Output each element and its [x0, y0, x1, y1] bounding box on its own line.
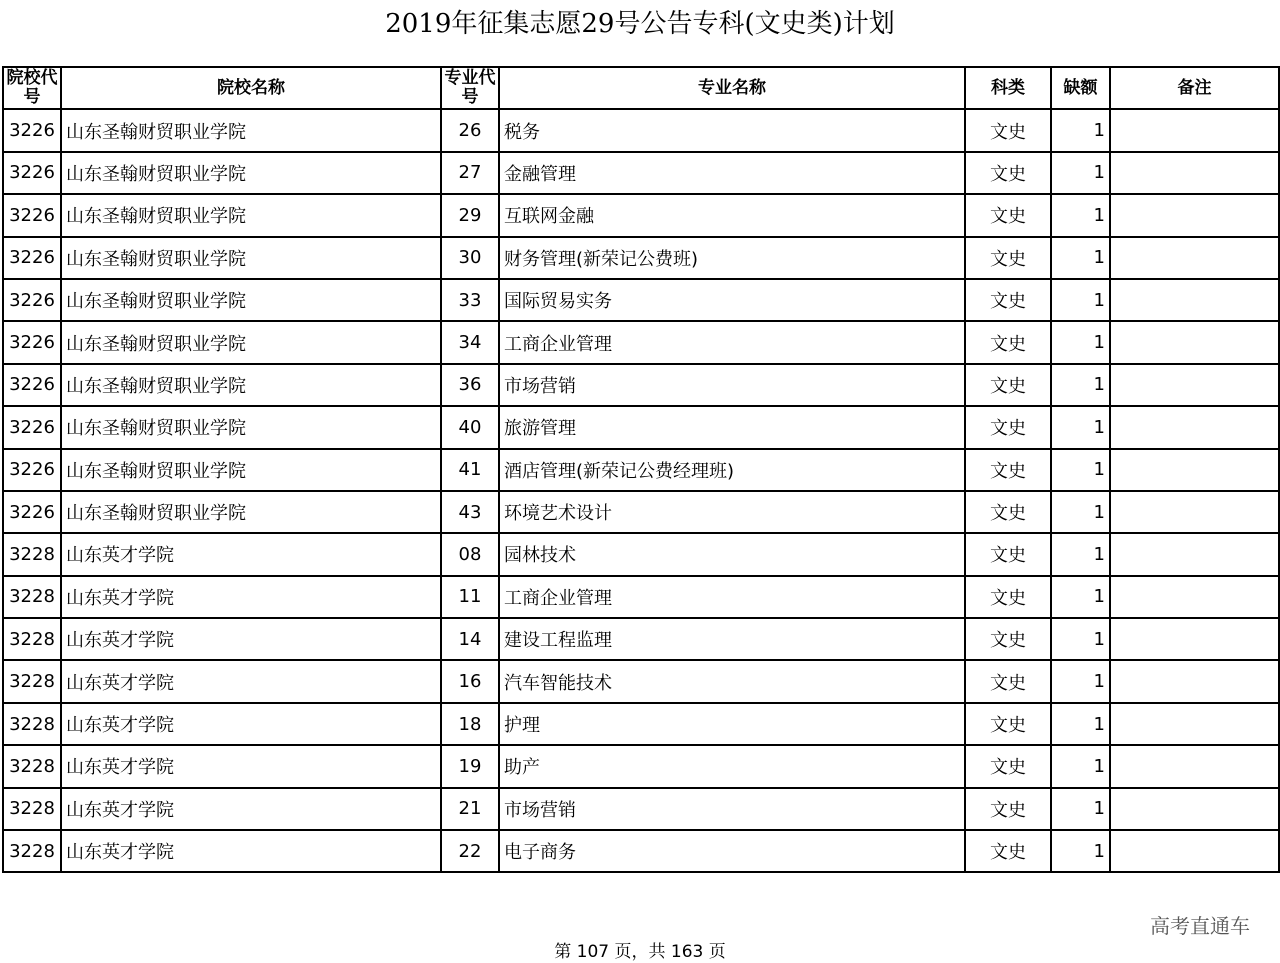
- cell-major-code: 33: [441, 279, 499, 321]
- cell-major-code: 18: [441, 703, 499, 745]
- cell-remarks: [1110, 660, 1279, 702]
- cell-major-name: 工商企业管理: [499, 321, 965, 363]
- cell-category: 文史: [965, 788, 1051, 830]
- cell-major-name: 工商企业管理: [499, 576, 965, 618]
- cell-major-name: 助产: [499, 745, 965, 787]
- cell-school-name: 山东圣翰财贸职业学院: [61, 491, 441, 533]
- cell-major-name: 金融管理: [499, 152, 965, 194]
- cell-major-name: 财务管理(新荣记公费班): [499, 237, 965, 279]
- cell-school-name: 山东圣翰财贸职业学院: [61, 237, 441, 279]
- cell-major-code: 14: [441, 618, 499, 660]
- header-category: 科类: [965, 67, 1051, 109]
- cell-remarks: [1110, 406, 1279, 448]
- cell-school-code: 3226: [3, 406, 61, 448]
- table-row: [3, 830, 1279, 872]
- cell-remarks: [1110, 491, 1279, 533]
- cell-remarks: [1110, 109, 1279, 151]
- watermark: 高考直通车: [1150, 914, 1250, 938]
- table-row: [3, 449, 1279, 491]
- cell-school-code: 3228: [3, 618, 61, 660]
- cell-remarks: [1110, 830, 1279, 872]
- cell-remarks: [1110, 152, 1279, 194]
- cell-vacancy: 1: [1051, 321, 1110, 363]
- cell-remarks: [1110, 364, 1279, 406]
- cell-vacancy: 1: [1051, 152, 1110, 194]
- cell-vacancy: 1: [1051, 237, 1110, 279]
- cell-vacancy: 1: [1051, 109, 1110, 151]
- cell-school-name: 山东英才学院: [61, 788, 441, 830]
- cell-school-code: 3228: [3, 745, 61, 787]
- cell-school-name: 山东英才学院: [61, 660, 441, 702]
- cell-remarks: [1110, 533, 1279, 575]
- header-major-code: 专业代号: [441, 67, 499, 109]
- cell-major-code: 26: [441, 109, 499, 151]
- cell-category: 文史: [965, 279, 1051, 321]
- cell-vacancy: 1: [1051, 364, 1110, 406]
- cell-school-code: 3226: [3, 321, 61, 363]
- cell-category: 文史: [965, 321, 1051, 363]
- plan-table: [2, 66, 1280, 873]
- table-header-row: [3, 67, 1279, 109]
- cell-remarks: [1110, 703, 1279, 745]
- cell-category: 文史: [965, 237, 1051, 279]
- cell-vacancy: 1: [1051, 788, 1110, 830]
- cell-school-name: 山东圣翰财贸职业学院: [61, 321, 441, 363]
- cell-vacancy: 1: [1051, 703, 1110, 745]
- cell-vacancy: 1: [1051, 491, 1110, 533]
- cell-remarks: [1110, 449, 1279, 491]
- cell-school-code: 3226: [3, 491, 61, 533]
- cell-school-name: 山东圣翰财贸职业学院: [61, 152, 441, 194]
- cell-major-code: 22: [441, 830, 499, 872]
- cell-vacancy: 1: [1051, 830, 1110, 872]
- cell-school-name: 山东圣翰财贸职业学院: [61, 364, 441, 406]
- cell-school-code: 3228: [3, 703, 61, 745]
- table-row: [3, 660, 1279, 702]
- cell-school-code: 3228: [3, 576, 61, 618]
- cell-major-code: 36: [441, 364, 499, 406]
- cell-remarks: [1110, 237, 1279, 279]
- cell-vacancy: 1: [1051, 194, 1110, 236]
- cell-school-name: 山东圣翰财贸职业学院: [61, 109, 441, 151]
- cell-remarks: [1110, 576, 1279, 618]
- header-school-code: 院校代号: [3, 67, 61, 109]
- page-footer: 第 107 页，共 163 页: [554, 942, 726, 962]
- cell-school-code: 3228: [3, 660, 61, 702]
- cell-category: 文史: [965, 576, 1051, 618]
- cell-category: 文史: [965, 660, 1051, 702]
- cell-school-name: 山东英才学院: [61, 618, 441, 660]
- cell-remarks: [1110, 745, 1279, 787]
- cell-major-code: 43: [441, 491, 499, 533]
- page-title: 2019年征集志愿29号公告专科(文史类)计划: [385, 9, 895, 39]
- cell-vacancy: 1: [1051, 279, 1110, 321]
- cell-major-code: 30: [441, 237, 499, 279]
- cell-vacancy: 1: [1051, 745, 1110, 787]
- cell-remarks: [1110, 618, 1279, 660]
- cell-school-name: 山东英才学院: [61, 576, 441, 618]
- cell-school-code: 3226: [3, 237, 61, 279]
- cell-major-code: 29: [441, 194, 499, 236]
- cell-school-code: 3226: [3, 109, 61, 151]
- table-row: [3, 406, 1279, 448]
- cell-school-name: 山东英才学院: [61, 830, 441, 872]
- cell-category: 文史: [965, 745, 1051, 787]
- cell-major-code: 21: [441, 788, 499, 830]
- cell-major-code: 27: [441, 152, 499, 194]
- cell-vacancy: 1: [1051, 576, 1110, 618]
- cell-vacancy: 1: [1051, 618, 1110, 660]
- table-row: [3, 194, 1279, 236]
- table-row: [3, 152, 1279, 194]
- table-row: [3, 745, 1279, 787]
- cell-school-name: 山东圣翰财贸职业学院: [61, 279, 441, 321]
- cell-major-code: 08: [441, 533, 499, 575]
- cell-major-code: 16: [441, 660, 499, 702]
- cell-major-code: 40: [441, 406, 499, 448]
- cell-school-name: 山东圣翰财贸职业学院: [61, 194, 441, 236]
- cell-school-code: 3226: [3, 279, 61, 321]
- cell-major-name: 园林技术: [499, 533, 965, 575]
- cell-remarks: [1110, 279, 1279, 321]
- cell-school-code: 3226: [3, 194, 61, 236]
- header-remarks: 备注: [1110, 67, 1279, 109]
- cell-major-name: 电子商务: [499, 830, 965, 872]
- cell-school-name: 山东英才学院: [61, 745, 441, 787]
- cell-major-name: 环境艺术设计: [499, 491, 965, 533]
- cell-school-name: 山东圣翰财贸职业学院: [61, 406, 441, 448]
- cell-major-name: 市场营销: [499, 364, 965, 406]
- cell-category: 文史: [965, 194, 1051, 236]
- cell-major-name: 旅游管理: [499, 406, 965, 448]
- table-row: [3, 321, 1279, 363]
- cell-major-name: 酒店管理(新荣记公费经理班): [499, 449, 965, 491]
- cell-category: 文史: [965, 364, 1051, 406]
- cell-remarks: [1110, 788, 1279, 830]
- cell-school-code: 3226: [3, 364, 61, 406]
- cell-major-name: 国际贸易实务: [499, 279, 965, 321]
- cell-category: 文史: [965, 491, 1051, 533]
- table-row: [3, 703, 1279, 745]
- cell-school-code: 3226: [3, 449, 61, 491]
- cell-school-code: 3228: [3, 788, 61, 830]
- cell-major-code: 11: [441, 576, 499, 618]
- cell-major-name: 建设工程监理: [499, 618, 965, 660]
- cell-school-code: 3228: [3, 830, 61, 872]
- cell-category: 文史: [965, 618, 1051, 660]
- header-vacancy: 缺额: [1051, 67, 1110, 109]
- cell-major-name: 市场营销: [499, 788, 965, 830]
- table-row: [3, 788, 1279, 830]
- table-row: [3, 364, 1279, 406]
- table-row: [3, 618, 1279, 660]
- table-row: [3, 491, 1279, 533]
- cell-major-name: 护理: [499, 703, 965, 745]
- table-row: [3, 279, 1279, 321]
- cell-category: 文史: [965, 703, 1051, 745]
- table-row: [3, 237, 1279, 279]
- cell-major-name: 互联网金融: [499, 194, 965, 236]
- cell-remarks: [1110, 194, 1279, 236]
- table-row: [3, 109, 1279, 151]
- cell-vacancy: 1: [1051, 660, 1110, 702]
- cell-category: 文史: [965, 449, 1051, 491]
- cell-school-name: 山东圣翰财贸职业学院: [61, 449, 441, 491]
- cell-major-code: 41: [441, 449, 499, 491]
- cell-school-code: 3228: [3, 533, 61, 575]
- cell-category: 文史: [965, 152, 1051, 194]
- cell-vacancy: 1: [1051, 533, 1110, 575]
- header-major-name: 专业名称: [499, 67, 965, 109]
- cell-category: 文史: [965, 109, 1051, 151]
- cell-category: 文史: [965, 533, 1051, 575]
- cell-school-code: 3226: [3, 152, 61, 194]
- cell-category: 文史: [965, 830, 1051, 872]
- table-row: [3, 533, 1279, 575]
- header-school-name: 院校名称: [61, 67, 441, 109]
- cell-vacancy: 1: [1051, 449, 1110, 491]
- cell-vacancy: 1: [1051, 406, 1110, 448]
- cell-major-name: 汽车智能技术: [499, 660, 965, 702]
- cell-remarks: [1110, 321, 1279, 363]
- table-row: [3, 576, 1279, 618]
- cell-major-code: 34: [441, 321, 499, 363]
- cell-major-name: 税务: [499, 109, 965, 151]
- cell-school-name: 山东英才学院: [61, 533, 441, 575]
- cell-school-name: 山东英才学院: [61, 703, 441, 745]
- cell-major-code: 19: [441, 745, 499, 787]
- cell-category: 文史: [965, 406, 1051, 448]
